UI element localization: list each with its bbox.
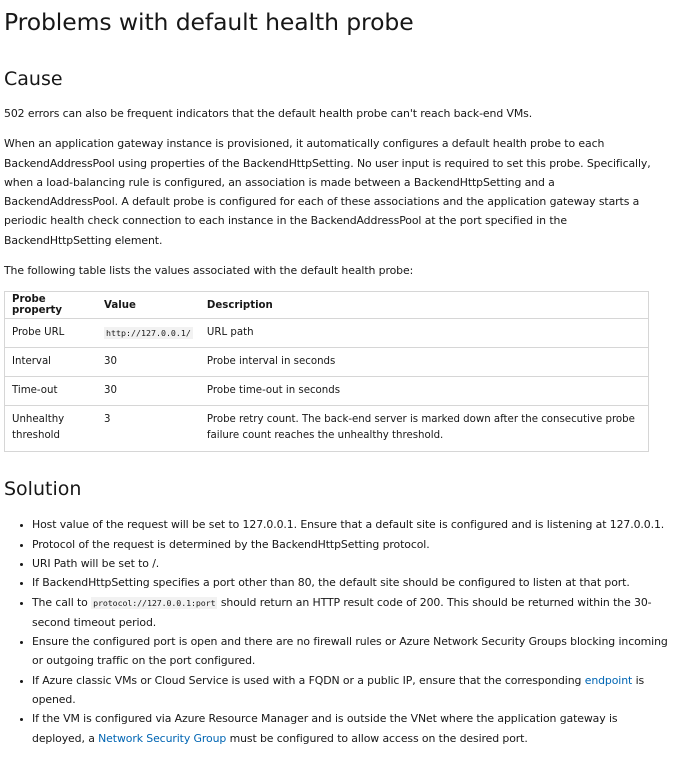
cause-heading: Cause [4, 68, 63, 90]
cell-description: Probe time-out in seconds [200, 377, 649, 406]
probe-url-code: http://127.0.0.1/ [106, 328, 191, 339]
table-header-row [5, 292, 649, 319]
default-probe-table [4, 291, 649, 452]
list-item [32, 709, 669, 748]
header-value: Value [97, 292, 200, 319]
header-description: Description [200, 292, 649, 319]
item-text: If the VM is configured via Azure Resource Manager and is outside the VNet where the application gateway is deployed, a [32, 712, 618, 745]
table-row [5, 377, 649, 406]
item-text: is opened. [32, 673, 645, 707]
table-row [5, 319, 649, 348]
list-item [32, 593, 669, 633]
list-item: • Ensure the configured port is open and there are no firewall rules or Azure Network Security Groups blocking incoming or outgoing traffic on the port configured. [32, 632, 669, 671]
cell-property: Unhealthy threshold [5, 406, 98, 452]
cell-value: 30 [97, 348, 200, 377]
table-row [5, 348, 649, 377]
item-text: should return an HTTP result code of 200. This should be returned within the 30-second timeout period. [32, 595, 652, 629]
endpoint-link[interactable]: endpoint [584, 673, 633, 687]
header-probe-property: Probe property [5, 292, 98, 319]
list-item: • If BackendHttpSetting specifies a port other than 80, the default site should be configured to listen at that port. [32, 573, 669, 592]
item-text: The call to [32, 595, 92, 609]
list-item: • URI Path will be set to /. [32, 554, 669, 573]
cell-description: URL path [200, 319, 649, 348]
solution-list [4, 515, 669, 748]
cause-paragraph-1: 502 errors can also be frequent indicators that the default health probe can't reach back-end VMs. [4, 107, 533, 120]
item-text: must be configured to allow access on the desired port. [226, 731, 528, 745]
cell-description: Probe interval in seconds [200, 348, 649, 377]
list-item: • Host value of the request will be set to 127.0.0.1. Ensure that a default site is configured and is listening at 127.0.0.1. [32, 515, 669, 534]
cause-paragraph-2: When an application gateway instance is provisioned, it automatically configures a default health probe to each BackendAddressPool using properties of the BackendHttpSetting. No user input is required to set this probe. Specifically, when a load-balancing rule is configured, an association is made between a BackendHttpSetting and a BackendAddressPool. A default probe is configured for each of these associations and the application gateway starts a periodic health check connection to each instance in the BackendAddressPool at the port specified in the BackendHttpSetting element. [4, 137, 651, 247]
cell-value: 3 [97, 406, 200, 452]
cell-description: Probe retry count. The back-end server is marked down after the consecutive probe failure count reaches the unhealthy threshold. [200, 406, 649, 452]
cell-value: 30 [97, 377, 200, 406]
item-text: If Azure classic VMs or Cloud Service is used with a FQDN or a public IP, ensure that the corresponding [32, 673, 585, 687]
table-row [5, 406, 649, 452]
network-security-group-link[interactable]: Network Security Group [98, 731, 227, 745]
cell-property: Time-out [5, 377, 98, 406]
cell-value [97, 319, 200, 348]
cause-paragraph-3: The following table lists the values associated with the default health probe: [4, 264, 414, 278]
list-item [32, 671, 669, 710]
protocol-url-code: protocol://127.0.0.1:port [93, 597, 216, 608]
cell-property: Interval [5, 348, 98, 377]
list-item: • Protocol of the request is determined by the BackendHttpSetting protocol. [32, 535, 669, 554]
page-title: Problems with default health probe [4, 8, 414, 36]
solution-heading: Solution [4, 478, 82, 501]
cell-property: Probe URL [5, 319, 98, 348]
